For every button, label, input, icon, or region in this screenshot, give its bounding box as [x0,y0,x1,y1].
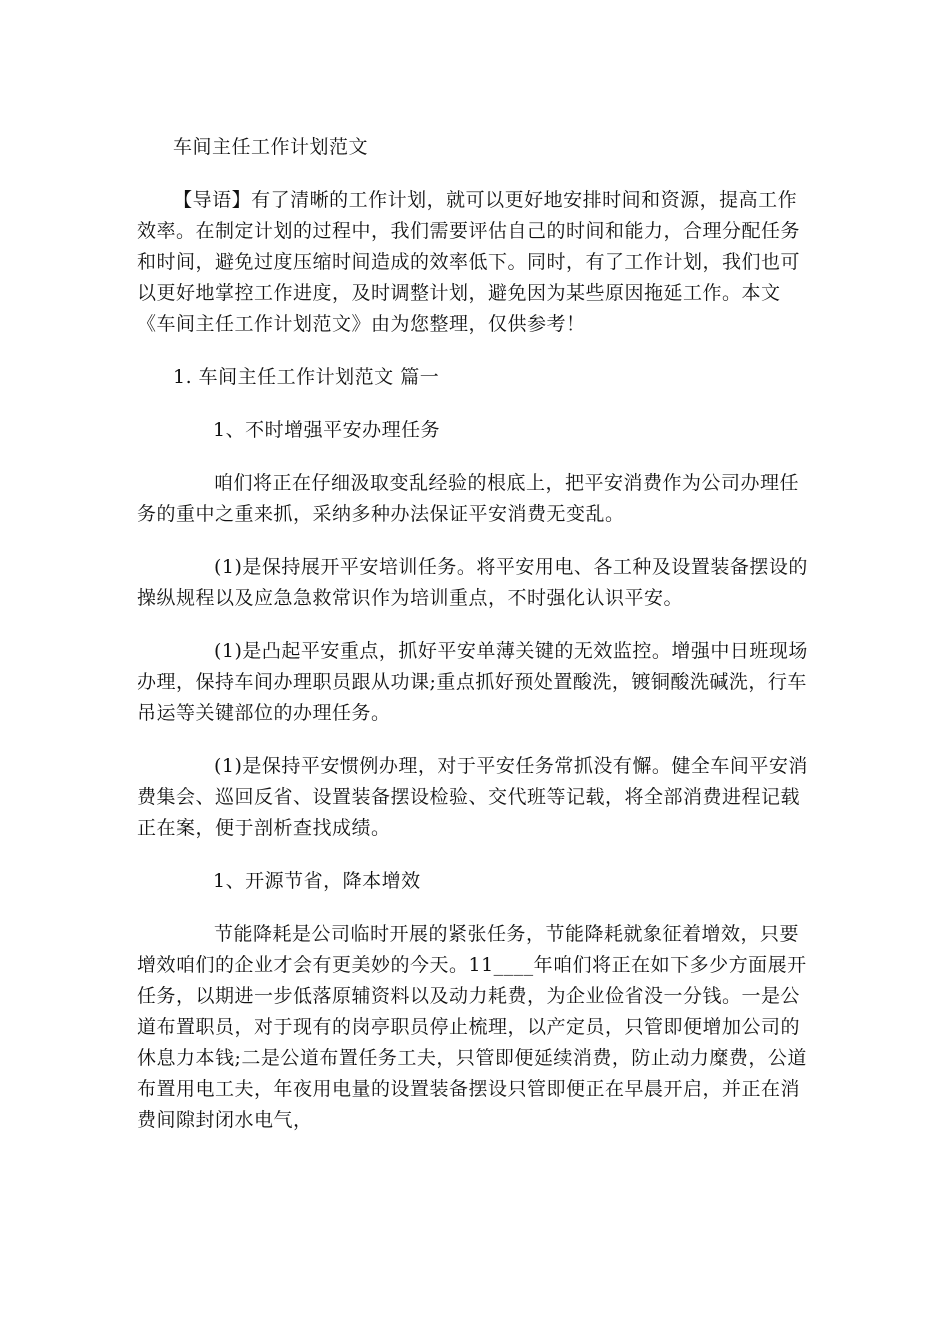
document-title: 车间主任工作计划范文 [173,136,369,158]
safety-focus-paragraph: (1)是凸起平安重点，抓好平安单薄关键的无效监控。增强中日班现场办理，保持车间办理职员跟从功课;重点抓好预处置酸洗，镀铜酸洗碱洗，行车吊运等关键部位的办理任务。 [137,640,808,724]
section-heading: 1. 车间主任工作计划范文 篇一 [173,366,440,388]
safety-training-paragraph: (1)是保持展开平安培训任务。将平安用电、各工种及设置装备摆设的操纵规程以及应急急救常识作为培训重点，不时强化认识平安。 [137,556,808,609]
document-body [137,131,813,1158]
sub-heading-cost: 1、开源节省，降本增效 [213,870,421,892]
safety-paragraph: 咱们将正在仔细汲取变乱经验的根底上，把平安消费作为公司办理任务的重中之重来抓，采纳多种办法保证平安消费无变乱。 [137,472,799,525]
intro-paragraph: 【导语】有了清晰的工作计划，就可以更好地安排时间和资源，提高工作效率。在制定计划的过程中，我们需要评估自己的时间和能力，合理分配任务和时间，避免过度压缩时间造成的效率低下。同时，有了工作计划，我们也可以更好地掌控工作进度，及时调整计划，避免因为某些原因拖延工作。本文《车间主任工作计划范文》由为您整理，仅供参考！ [137,189,801,335]
safety-routine-paragraph: (1)是保持平安惯例办理，对于平安任务常抓没有懈。健全车间平安消费集会、巡回反省、设置装备摆设检验、交代班等记载，将全部消费进程记载正在案，便于剖析查找成绩。 [137,755,808,839]
cost-paragraph: 节能降耗是公司临时开展的紧张任务，节能降耗就象征着增效，只要增效咱们的企业才会有更美妙的今天。11____年咱们将正在如下多少方面展开任务，以期进一步低落原辅资料以及动力耗费，为企业俭省没一分钱。一是公道布置职员，对于现有的岗亭职员停止梳理，以产定员，只管即便增加公司的休息力本钱;二是公道布置任务工夫，只管即便延续消费，防止动力糜费，公道布置用电工夫，年夜用电量的设置装备摆设只管即便正在早晨开启，并正在消费间隙封闭水电气， [137,923,807,1131]
sub-heading-safety: 1、不时增强平安办理任务 [213,419,441,441]
